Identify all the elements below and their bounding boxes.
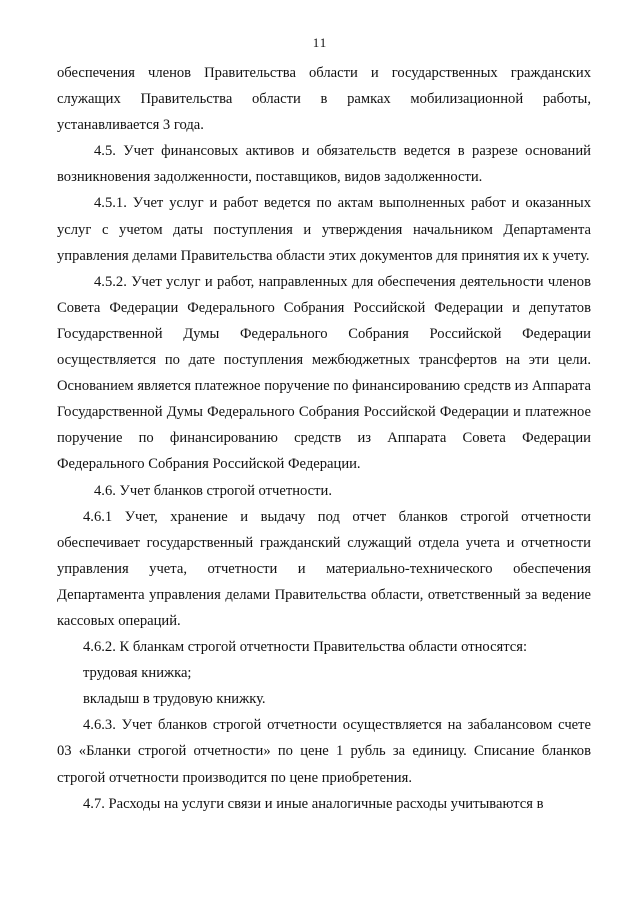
document-body [57,60,591,817]
paragraph-4-6-2: 4.6.2. К бланкам строгой отчетности Правительства области относятся: [83,639,528,656]
paragraph-4-6-3: 4.6.3. Учет бланков строгой отчетности осуществляется на забалансовом счете 03 «Бланки строгой отчетности» по цене 1 рубль за единицу. Списание бланков строгой отчетности производится по цене приобретения. [57,717,591,786]
paragraph-4-6-1: 4.6.1 Учет, хранение и выдачу под отчет бланков строгой отчетности обеспечивает государственный гражданский служащий отдела учета и отчетности управления учета, отчетности и материально-технического обеспечения Департамента управления делами Правительства области, ответственный за ведение кассовых операций. [57,508,591,629]
list-item-labor-book: трудовая книжка; [83,665,192,682]
paragraph-continuation: обеспечения членов Правительства области и государственных гражданских служащих Правительства области в рамках мобилизационной работы, устанавливается 3 года. [57,65,591,134]
list-item-labor-book-insert: вкладыш в трудовую книжку. [83,691,266,708]
paragraph-4-5: 4.5. Учет финансовых активов и обязательств ведется в разрезе оснований возникновения задолженности, поставщиков, видов задолженности. [57,143,591,186]
paragraph-4-5-2: 4.5.2. Учет услуг и работ, направленных для обеспечения деятельности членов Совета Федерации Федерального Собрания Российской Федерации и депутатов Государственной Думы Федерального Собрания Российской Федерации осуществляется по дате поступления межбюджетных трансфертов на эти цели. Основанием является платежное поручение по финансированию средств из Аппарата Государственной Думы Федерального Собрания Российской Федерации и платежное поручение по финансированию средств из Аппарата Совета Федерации Федерального Собрания Российской Федерации. [57,273,591,473]
paragraph-4-7: 4.7. Расходы на услуги связи и иные аналогичные расходы учитываются в [83,795,544,812]
paragraph-4-6: 4.6. Учет бланков строгой отчетности. [94,482,332,499]
page-number: 11 [312,35,328,50]
paragraph-4-5-1: 4.5.1. Учет услуг и работ ведется по актам выполненных работ и оказанных услуг с учетом даты поступления и утверждения начальником Департамента управления делами Правительства области этих документов для принятия их к учету. [57,195,591,264]
